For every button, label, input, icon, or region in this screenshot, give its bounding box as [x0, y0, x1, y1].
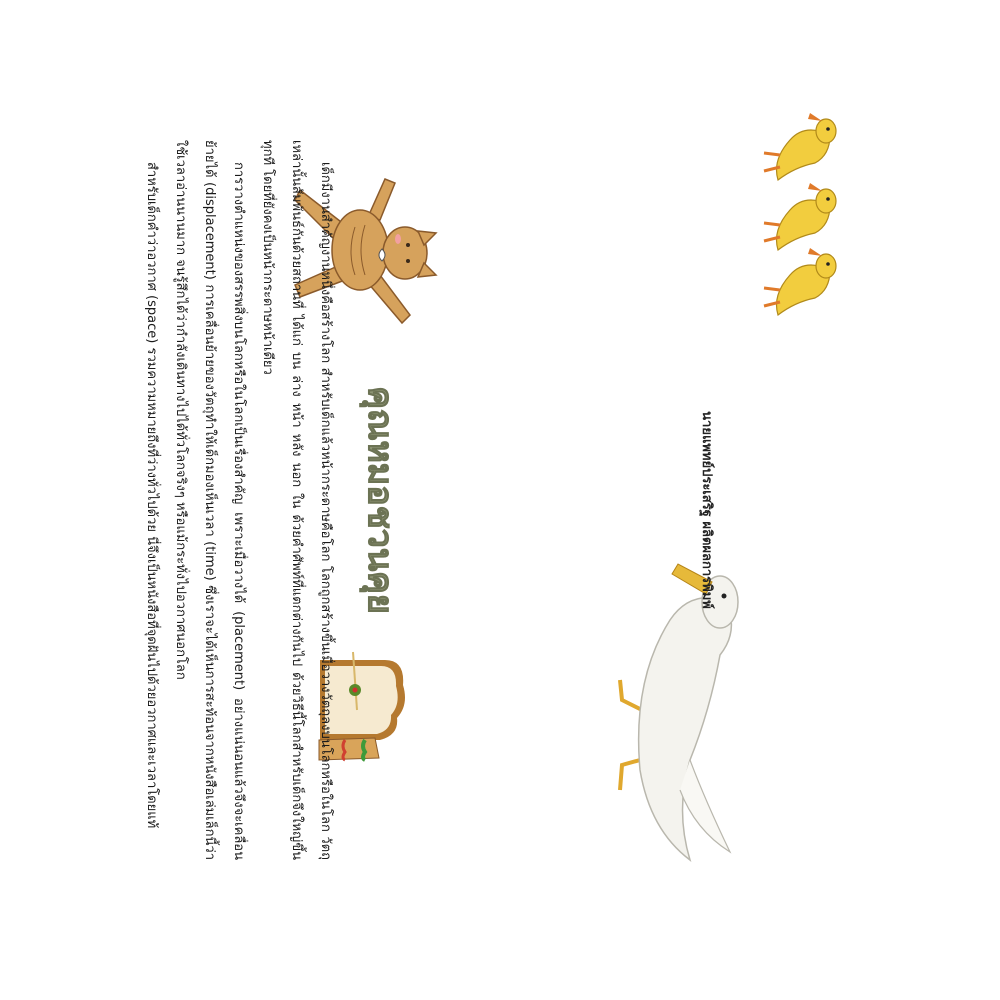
page-title: คุณหมอชวนคุย — [360, 386, 400, 614]
paragraph: การวางตำแหน่งของสรรพสิ่งบนโลกหรือในโลกเป็นเรื่องสำคัญ เพราะเมื่อวางได้ (placement) อย่างแน่นอนแล้วจึงจะเคลื่อนย้ายได้ (displacement) การเคลื่อนย้ายของวัตถุทำให้เด็กมองเห็นเวลา (time) ซึ่งเราจะได้เห็นการสะท้อนจากหนังสือเล่มเล็กนี้ว่าใช้เวลาอ่านนานมาก จนรู้สึกได้ว่ากำลังเดินทางไปได้ทั่วโลกจริงๆ หรือแม้กระทั่งไปอวกาศนอกโลก — [173, 140, 246, 860]
body-text — [137, 140, 340, 860]
paragraph: สำหรับเด็กคำว่าอวกาศ (space) รวมความหมายถึงที่ว่างทั่วไปด้วย นี่จึงเป็นหนังสือที่จุดฝันไปด้วยอวกาศและเวลาโดยแท้ — [144, 162, 159, 829]
duckling-illustration — [760, 240, 850, 325]
paragraph: เด็กมีงานสำคัญงานหนึ่งคือสร้างโลก สำหรับเด็กแล้วหน้ากระดาษคือโลก โลกถูกสร้างขึ้นเมื่อวางวัตถุลงบนโลกหรือในโลก วัตถุเหล่านั้นสัมพันธ์กันด้วยสถานที่ ได้แก่ บน ล่าง หน้า หลัง นอก ใน ด้วยคำศัพท์ที่แตกต่างกันไป ด้วยวิธีนี้โลกสำหรับเด็กจึงใหญ่ขึ้นทุกที โดยที่ยังคงเป็นหน้ากระดาษหน้าเดียว — [260, 140, 333, 860]
goose-illustration — [615, 560, 750, 870]
author-credit: นายแพทย์ประเสริฐ ผลิตผลการพิมพ์ — [699, 411, 714, 609]
